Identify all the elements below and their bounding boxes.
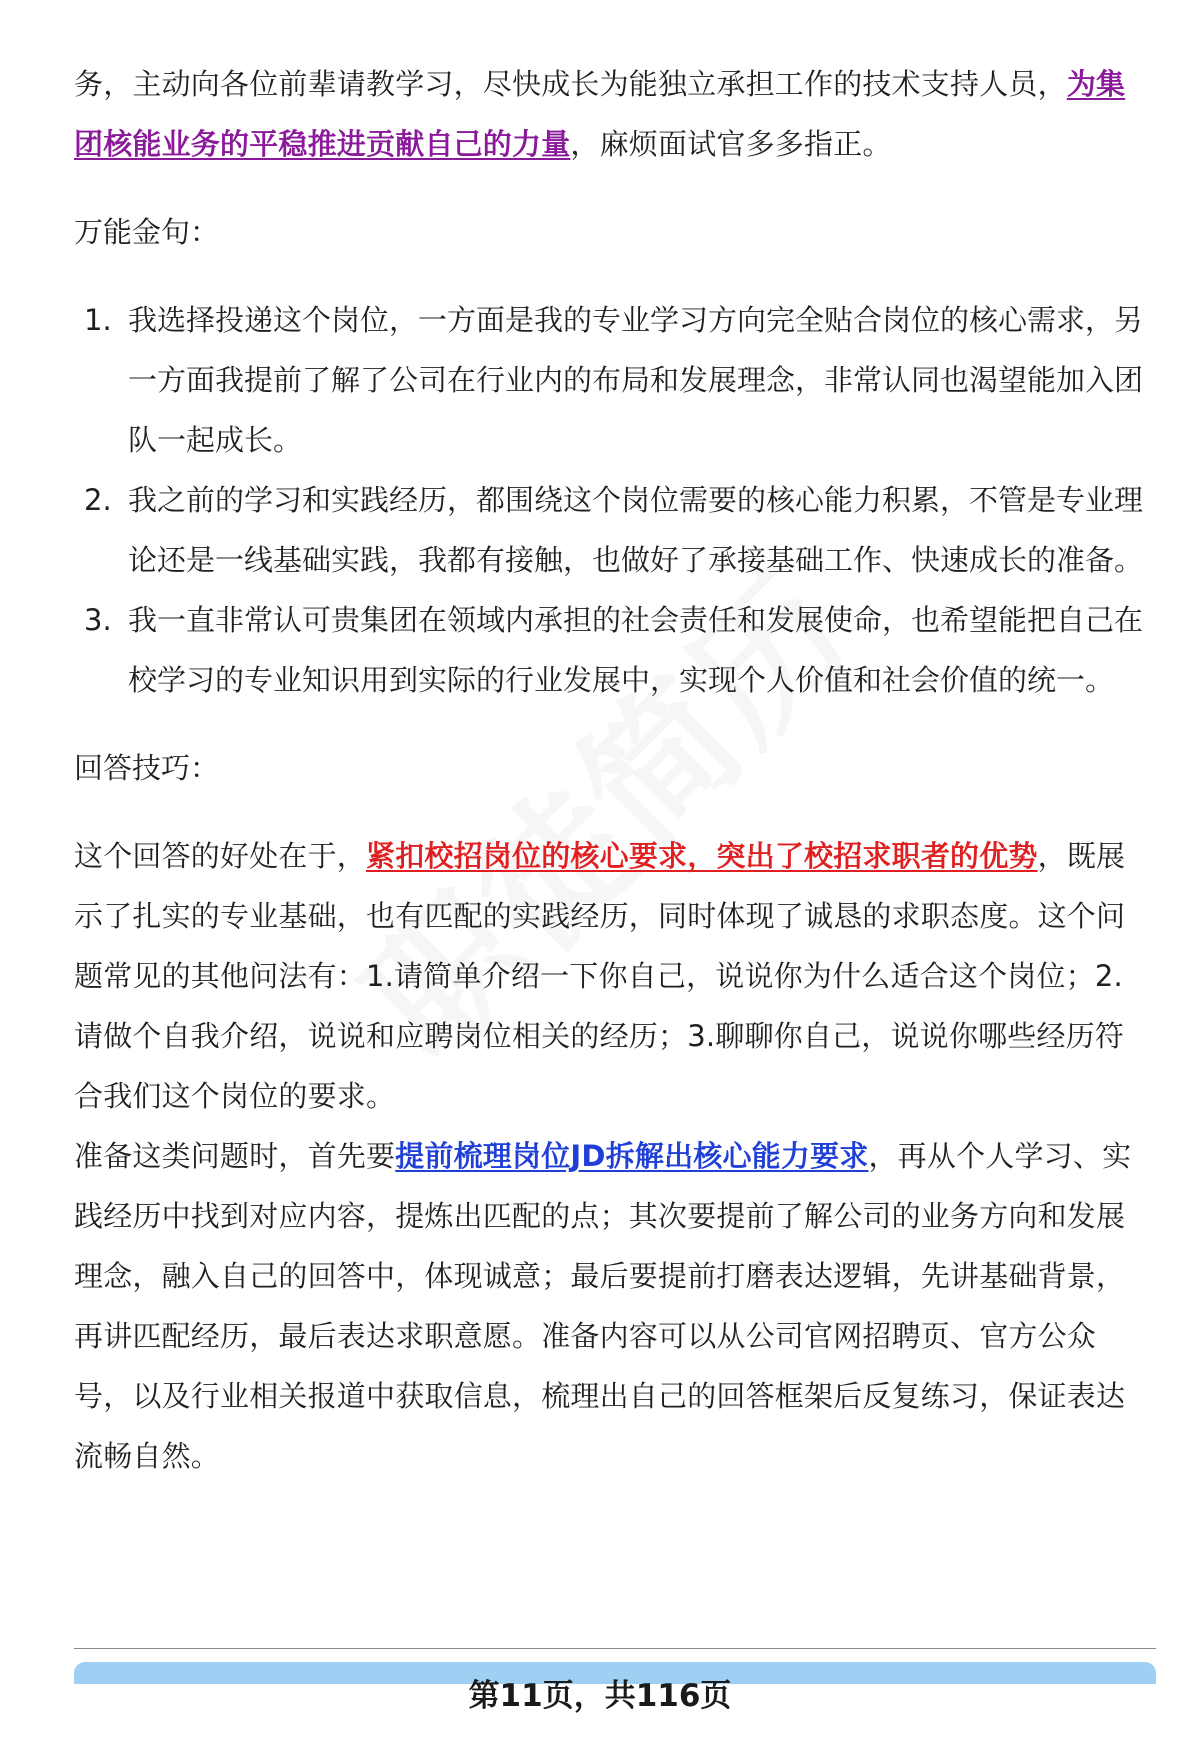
list-item-number: 3. [84, 603, 112, 637]
list-item-text: 我选择投递这个岗位，一方面是我的专业学习方向完全贴合岗位的核心需求，另一方面我提前了解了公司在行业内的布局和发展理念，非常认同也渴望能加入团队一起成长。 [128, 303, 1144, 457]
document-page [74, 54, 1148, 1486]
list-item-number: 2. [84, 483, 112, 517]
footer-divider [74, 1648, 1156, 1649]
tips-p1-before: 这个回答的好处在于， [74, 839, 367, 873]
list-item-text: 我之前的学习和实践经历，都围绕这个岗位需要的核心能力积累，不管是专业理论还是一线基础实践，我都有接触，也做好了承接基础工作、快速成长的准备。 [128, 483, 1144, 577]
list-item-number: 1. [84, 303, 112, 337]
tips-p2-after: ，再从个人学习、实践经历中找到对应内容，提炼出匹配的点；其次要提前了解公司的业务方向和发展理念，融入自己的回答中，体现诚意；最后要提前打磨表达逻辑，先讲基础背景，再讲匹配经历，最后表达求职意愿。准备内容可以从公司官网招聘页、官方公众号，以及行业相关报道中获取信息，梳理出自己的回答框架后反复练习，保证表达流畅自然。 [74, 1139, 1132, 1473]
tips-p2-highlight: 提前梳理岗位JD拆解出核心能力要求 [395, 1139, 869, 1173]
tips-p2-before: 准备这类问题时，首先要 [74, 1139, 396, 1173]
intro-paragraph [74, 54, 1148, 174]
tips-paragraph-2 [74, 1126, 1148, 1486]
list-item-text: 我一直非常认可贵集团在领域内承担的社会责任和发展使命，也希望能把自己在校学习的专业知识用到实际的行业发展中，实现个人价值和社会价值的统一。 [128, 603, 1144, 697]
list-item [74, 590, 1148, 710]
page-number: 第11页，共116页 [468, 1678, 732, 1714]
golden-sentences-heading: 万能金句： [74, 215, 220, 249]
tips-heading: 回答技巧： [74, 751, 220, 785]
tips-p1-highlight: 紧扣校招岗位的核心要求，突出了校招求职者的优势 [366, 839, 1038, 873]
intro-highlight: 为集团核能业务的平稳推进贡献自己的力量 [74, 67, 1126, 161]
tips-paragraph-1 [74, 826, 1148, 1126]
intro-text-before: 务，主动向各位前辈请教学习，尽快成长为能独立承担工作的技术支持人员， [74, 67, 1067, 101]
list-item [74, 290, 1148, 470]
list-item [74, 470, 1148, 590]
golden-sentences-list [74, 290, 1148, 710]
tips-p1-after: ，既展示了扎实的专业基础，也有匹配的实践经历，同时体现了诚恳的求职态度。这个问题常见的其他问法有：1.请简单介绍一下你自己，说说你为什么适合这个岗位；2.请做个自我介绍，说说和应聘岗位相关的经历；3.聊聊你自己，说说你哪些经历符合我们这个岗位的要求。 [74, 839, 1126, 1113]
intro-text-after: ，麻烦面试官多多指正。 [570, 127, 892, 161]
